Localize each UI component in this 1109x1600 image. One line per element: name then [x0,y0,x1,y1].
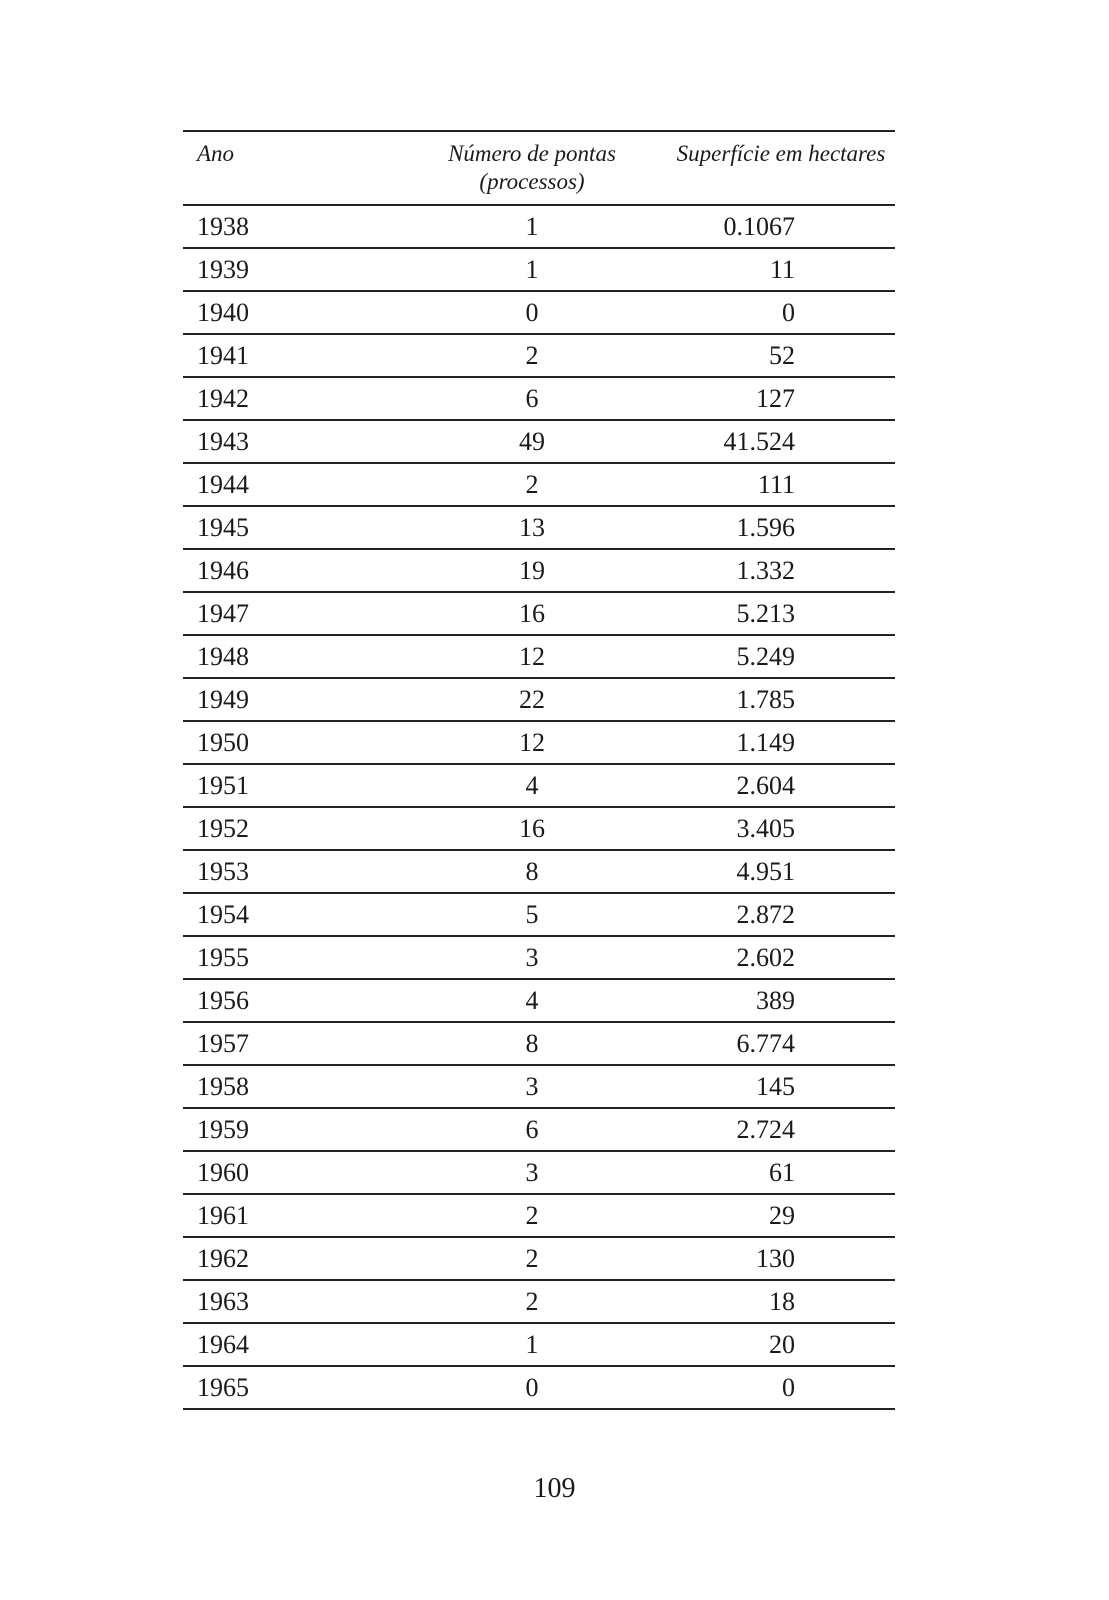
year-cell: 1955 [183,936,397,979]
year-cell: 1964 [183,1323,397,1366]
table-row [183,893,895,936]
area-cell: 2.602 [667,936,895,979]
count-cell: 0 [397,1366,667,1409]
table-row [183,1366,895,1409]
count-cell: 1 [397,248,667,291]
year-cell: 1950 [183,721,397,764]
table-header [183,131,895,205]
year-cell: 1954 [183,893,397,936]
year-cell: 1960 [183,1151,397,1194]
table-row [183,1194,895,1237]
area-cell: 1.149 [667,721,895,764]
table-row [183,592,895,635]
area-cell: 127 [667,377,895,420]
header-count-line2: (processos) [479,169,585,194]
table-row [183,764,895,807]
year-cell: 1962 [183,1237,397,1280]
year-cell: 1942 [183,377,397,420]
table-row [183,1108,895,1151]
page-number: 109 [533,1473,576,1504]
count-cell: 2 [397,463,667,506]
year-cell: 1952 [183,807,397,850]
year-cell: 1958 [183,1065,397,1108]
table-row [183,850,895,893]
count-cell: 6 [397,1108,667,1151]
table-row [183,506,895,549]
year-cell: 1951 [183,764,397,807]
count-cell: 3 [397,1151,667,1194]
area-cell: 5.213 [667,592,895,635]
count-cell: 6 [397,377,667,420]
count-cell: 49 [397,420,667,463]
area-cell: 2.604 [667,764,895,807]
count-cell: 4 [397,764,667,807]
area-cell: 6.774 [667,1022,895,1065]
header-row [183,131,895,205]
count-cell: 13 [397,506,667,549]
year-cell: 1941 [183,334,397,377]
table-row [183,549,895,592]
count-cell: 4 [397,979,667,1022]
year-cell: 1965 [183,1366,397,1409]
table-row [183,1323,895,1366]
area-cell: 0 [667,1366,895,1409]
area-cell: 130 [667,1237,895,1280]
count-cell: 2 [397,334,667,377]
area-cell: 18 [667,1280,895,1323]
header-count-line1: Número de pontas [448,141,616,166]
year-cell: 1939 [183,248,397,291]
data-table [183,130,895,1410]
table-row [183,1022,895,1065]
area-cell: 2.872 [667,893,895,936]
data-table-container [183,130,895,1410]
count-cell: 5 [397,893,667,936]
area-cell: 145 [667,1065,895,1108]
table-row [183,807,895,850]
year-cell: 1948 [183,635,397,678]
table-row [183,936,895,979]
count-cell: 2 [397,1280,667,1323]
year-cell: 1947 [183,592,397,635]
count-cell: 22 [397,678,667,721]
year-cell: 1944 [183,463,397,506]
count-cell: 3 [397,1065,667,1108]
table-row [183,678,895,721]
count-cell: 2 [397,1237,667,1280]
table-row [183,1237,895,1280]
count-cell: 19 [397,549,667,592]
header-year: Ano [183,131,397,205]
area-cell: 1.785 [667,678,895,721]
year-cell: 1957 [183,1022,397,1065]
year-cell: 1956 [183,979,397,1022]
year-cell: 1949 [183,678,397,721]
count-cell: 1 [397,205,667,248]
area-cell: 389 [667,979,895,1022]
table-row [183,334,895,377]
table-row [183,377,895,420]
area-cell: 3.405 [667,807,895,850]
year-cell: 1943 [183,420,397,463]
area-cell: 29 [667,1194,895,1237]
table-row [183,291,895,334]
table-row [183,248,895,291]
table-row [183,979,895,1022]
count-cell: 12 [397,721,667,764]
area-cell: 2.724 [667,1108,895,1151]
year-cell: 1953 [183,850,397,893]
area-cell: 1.596 [667,506,895,549]
area-cell: 41.524 [667,420,895,463]
year-cell: 1945 [183,506,397,549]
table-body [183,205,895,1409]
header-area: Superfície em hectares [667,131,895,205]
table-row [183,1151,895,1194]
count-cell: 12 [397,635,667,678]
area-cell: 111 [667,463,895,506]
table-row [183,635,895,678]
header-count [397,131,667,205]
area-cell: 1.332 [667,549,895,592]
count-cell: 8 [397,850,667,893]
area-cell: 0 [667,291,895,334]
year-cell: 1961 [183,1194,397,1237]
count-cell: 16 [397,592,667,635]
count-cell: 0 [397,291,667,334]
table-row [183,1280,895,1323]
area-cell: 5.249 [667,635,895,678]
year-cell: 1959 [183,1108,397,1151]
year-cell: 1940 [183,291,397,334]
count-cell: 8 [397,1022,667,1065]
year-cell: 1938 [183,205,397,248]
area-cell: 20 [667,1323,895,1366]
count-cell: 3 [397,936,667,979]
area-cell: 52 [667,334,895,377]
area-cell: 0.1067 [667,205,895,248]
table-row [183,721,895,764]
count-cell: 2 [397,1194,667,1237]
area-cell: 4.951 [667,850,895,893]
table-row [183,205,895,248]
count-cell: 1 [397,1323,667,1366]
table-row [183,1065,895,1108]
table-row [183,463,895,506]
year-cell: 1963 [183,1280,397,1323]
table-row [183,420,895,463]
area-cell: 61 [667,1151,895,1194]
area-cell: 11 [667,248,895,291]
count-cell: 16 [397,807,667,850]
year-cell: 1946 [183,549,397,592]
